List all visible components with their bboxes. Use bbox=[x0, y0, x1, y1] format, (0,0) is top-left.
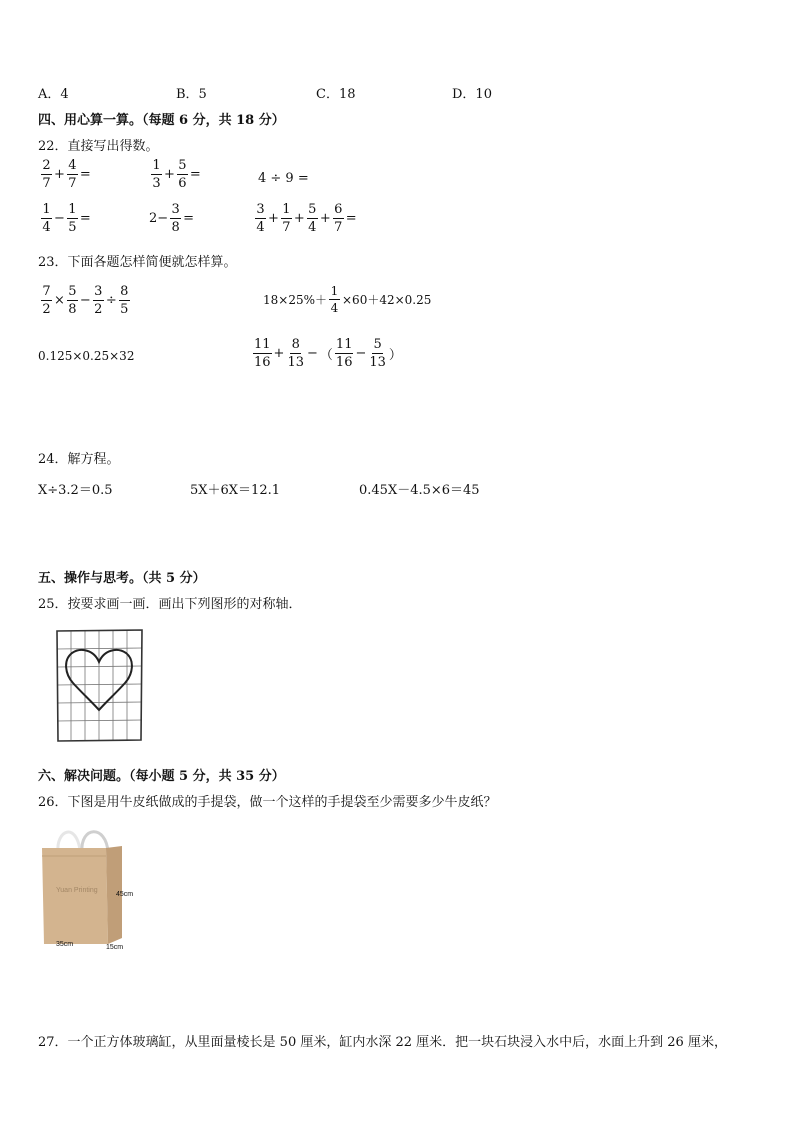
option-d: D．10 bbox=[452, 87, 492, 102]
grid-border bbox=[57, 630, 142, 741]
q24-equation-1: X÷3.2＝0.5 bbox=[38, 483, 113, 498]
bag-height-label: 45cm bbox=[116, 891, 134, 898]
section-6-title: 六、解决问题。（每小题 5 分，共 35 分） bbox=[38, 769, 285, 784]
bag-watermark: Yuan Printing bbox=[56, 887, 98, 894]
q23-expr-3: 0.125×0.25×32 bbox=[38, 349, 135, 363]
option-a: A．4 bbox=[38, 87, 69, 102]
q22-prompt: 22．直接写出得数。 bbox=[38, 139, 159, 154]
q25-prompt: 25．按要求画一画．画出下列图形的对称轴． bbox=[38, 597, 302, 612]
q22-expr-2: $\frac{1}{3}$ + $\frac{5}{6}$ = bbox=[152, 158, 201, 191]
q22-expr-5: 2− $\frac{3}{8}$ = bbox=[149, 202, 195, 235]
bag-front-face bbox=[42, 848, 108, 944]
q23-expr-4: $\frac{11}{16}$ + $\frac{8}{13}$ − （ $\frac{11}{16}$ − $\frac{5}{13}$ ） bbox=[254, 337, 402, 370]
bag-width-label: 35cm bbox=[56, 941, 74, 948]
q24-equation-2: 5X＋6X＝12.1 bbox=[190, 483, 280, 498]
q24-prompt: 24．解方程。 bbox=[38, 452, 120, 467]
q23-prompt: 23．下面各题怎样简便就怎样算。 bbox=[38, 255, 237, 270]
q22-expr-1: $\frac{2}{7}$ + $\frac{4}{7}$ = bbox=[42, 158, 91, 191]
option-b: B．5 bbox=[176, 87, 207, 102]
q22-expr-4: $\frac{1}{4}$ − $\frac{1}{5}$ = bbox=[42, 202, 91, 235]
q26-prompt: 26．下图是用牛皮纸做成的手提袋，做一个这样的手提袋至少需要多少牛皮纸？ bbox=[38, 795, 497, 810]
section-5-title: 五、操作与思考。（共 5 分） bbox=[38, 571, 206, 586]
q22-expr-3: 4 ÷ 9 = bbox=[258, 171, 309, 186]
q24-equation-3: 0.45X－4.5×6＝45 bbox=[359, 483, 480, 498]
option-c: C．18 bbox=[316, 87, 356, 102]
shopping-bag-figure bbox=[36, 822, 146, 950]
q23-expr-2: 18×25%＋ $\frac{1}{4}$ ×60＋42×0.25 bbox=[263, 284, 432, 315]
bag-depth-label: 15cm bbox=[106, 944, 124, 950]
q22-expr-6: $\frac{3}{4}$ + $\frac{1}{7}$ + $\frac{5}{4}$ + $\frac{6}{7}$ = bbox=[256, 202, 357, 235]
q27-prompt: 27．一个正方体玻璃缸，从里面量棱长是 50 厘米，缸内水深 22 厘米．把一块石块浸入水中后，水面上升到 26 厘米， bbox=[38, 1035, 727, 1050]
q23-expr-1: $\frac{7}{2}$ × $\frac{5}{8}$ − $\frac{3}{2}$ ÷ $\frac{8}{5}$ bbox=[42, 284, 129, 317]
section-4-title: 四、用心算一算。（每题 6 分，共 18 分） bbox=[38, 113, 285, 128]
grid-lines bbox=[57, 631, 142, 740]
heart-grid-figure bbox=[54, 628, 146, 744]
